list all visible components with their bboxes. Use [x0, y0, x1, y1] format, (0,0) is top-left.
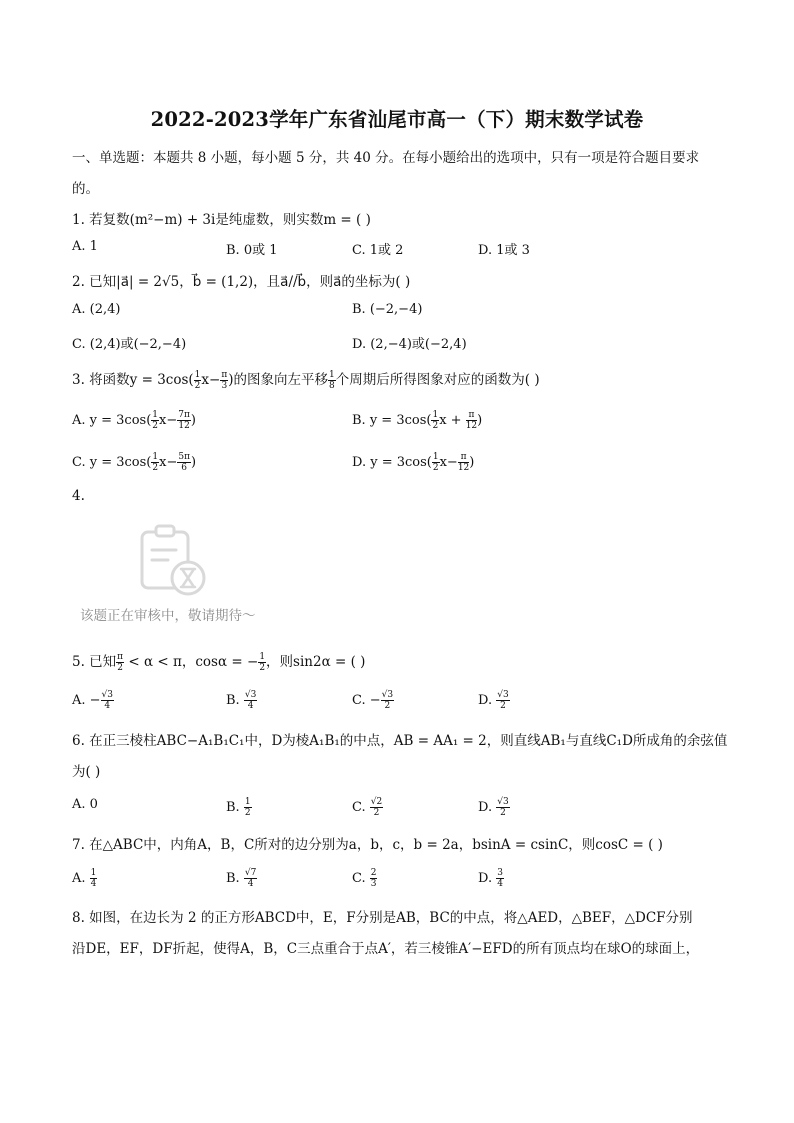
q7-option-a: A. $\frac{1}{4}$: [72, 868, 97, 889]
q7-option-c: C. $\frac{2}{3}$: [352, 868, 377, 889]
q3-option-d: D. y = 3cos( $\frac{1}{2}$ x− $\frac{\pi}{12}$ ): [352, 452, 475, 473]
q7-option-b: B. $\frac{√7}{4}$: [226, 868, 257, 889]
exam-title: 2022-2023学年广东省汕尾市高一（下）期末数学试卷: [150, 108, 644, 131]
question-6-stem-cont: 为( ): [72, 764, 101, 780]
q6-option-a: A. 0: [72, 797, 98, 812]
q1-option-b: B. 0或 1: [226, 243, 278, 258]
q5-option-a: A. − $\frac{√3}{4}$: [72, 690, 114, 711]
under-review-icon: [130, 524, 210, 602]
q1-option-c: C. 1或 2: [352, 243, 404, 258]
q1-option-a: A. 1: [72, 239, 98, 254]
section-heading: 一、单选题：本题共 8 小题，每小题 5 分，共 40 分。在每小题给出的选项中，只有一项是符合题目要求: [72, 150, 700, 166]
section-heading-cont: 的。: [72, 181, 99, 197]
question-3-stem: 3. 将函数y = 3cos( $\frac{1}{2}$ x− $\frac{\pi}{3}$ )的图象向左平移 $\frac{1}{8}$ 个周期后所得图象对应的函数为( ): [72, 370, 540, 391]
q7-option-d: D. $\frac{3}{4}$: [478, 868, 503, 889]
fraction: $\frac{1}{8}$: [329, 370, 335, 391]
q6-option-c: C. $\frac{√2}{2}$: [352, 797, 383, 818]
q3-option-b: B. y = 3cos( $\frac{1}{2}$ x + $\frac{\pi}{12}$ ): [352, 410, 483, 431]
question-5-stem: 5. 已知 $\frac{\pi}{2}$ < α < π，cosα = − $\frac{1}{2}$ ，则sin2α = ( ): [72, 652, 366, 673]
fraction: $\frac{\pi}{3}$: [221, 370, 228, 391]
question-2-stem: 2. 已知|a⃗| = 2√5，b⃗ = (1,2)，且a⃗//b⃗，则a⃗的坐标为( ): [72, 274, 411, 290]
q3-option-c: C. y = 3cos( $\frac{1}{2}$ x− $\frac{5\pi}{6}$ ): [72, 452, 197, 473]
q2-option-c: C. (2,4)或(−2,−4): [72, 337, 187, 352]
q2-option-b: B. (−2,−4): [352, 302, 423, 317]
q3-option-a: A. y = 3cos( $\frac{1}{2}$ x− $\frac{7\pi}{12}$ ): [72, 410, 196, 431]
q2-option-d: D. (2,−4)或(−2,4): [352, 337, 467, 352]
q5-option-c: C. − $\frac{√3}{2}$: [352, 690, 394, 711]
fraction: $\frac{1}{2}$: [194, 370, 201, 391]
q1-option-d: D. 1或 3: [478, 243, 530, 258]
q5-option-b: B. $\frac{√3}{4}$: [226, 690, 257, 711]
q6-option-b: B. $\frac{1}{2}$: [226, 797, 251, 818]
under-review-text: 该题正在审核中，敬请期待～: [80, 608, 256, 624]
q2-option-a: A. (2,4): [72, 302, 121, 317]
q5-option-d: D. $\frac{√3}{2}$: [478, 690, 509, 711]
question-7-stem: 7. 在△ABC中，内角A，B，C所对的边分别为a，b，c，b = 2a，bsinA = csinC，则cosC = ( ): [72, 837, 663, 853]
question-1-stem: 1. 若复数(m²−m) + 3i是纯虚数，则实数m = ( ): [72, 212, 371, 228]
question-8-stem: 8. 如图，在边长为 2 的正方形ABCD中，E，F分别是AB，BC的中点，将△AED，△BEF，△DCF分别: [72, 910, 693, 926]
question-6-stem: 6. 在正三棱柱ABC−A₁B₁C₁中，D为棱A₁B₁的中点，AB = AA₁ = 2，则直线AB₁与直线C₁D所成角的余弦值: [72, 733, 728, 749]
question-8-stem-cont: 沿DE，EF，DF折起，使得A，B，C三点重合于点A′，若三棱锥A′−EFD的所有顶点均在球O的球面上，: [72, 941, 700, 957]
question-4-stem: 4.: [72, 488, 85, 504]
q6-option-d: D. $\frac{√3}{2}$: [478, 797, 509, 818]
